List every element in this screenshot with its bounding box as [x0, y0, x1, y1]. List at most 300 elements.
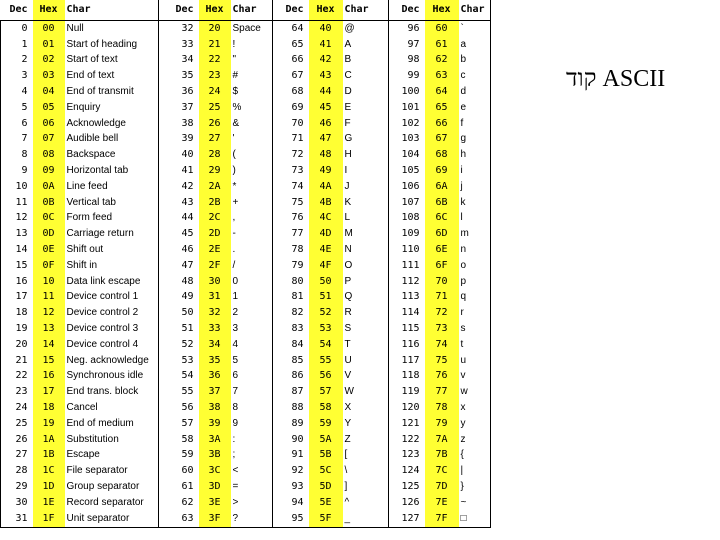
- char-cell: A: [343, 37, 389, 53]
- char-cell: D: [343, 84, 389, 100]
- hex-cell: 32: [199, 305, 231, 321]
- dec-cell: 119: [389, 384, 425, 400]
- char-cell: w: [459, 384, 491, 400]
- hex-cell: 08: [33, 147, 65, 163]
- char-cell: H: [343, 147, 389, 163]
- char-cell: Group separator: [65, 479, 159, 495]
- dec-cell: 91: [273, 448, 309, 464]
- table-row: [1, 53, 491, 69]
- dec-cell: 120: [389, 400, 425, 416]
- dec-cell: 80: [273, 274, 309, 290]
- dec-cell: 113: [389, 290, 425, 306]
- hex-cell: 3C: [199, 463, 231, 479]
- hex-cell: 40: [309, 21, 343, 37]
- hex-cell: 4F: [309, 258, 343, 274]
- dec-cell: 23: [1, 384, 33, 400]
- dec-cell: 24: [1, 400, 33, 416]
- char-cell: &: [231, 116, 273, 132]
- char-cell: }: [459, 479, 491, 495]
- hex-cell: 59: [309, 416, 343, 432]
- hex-cell: 41: [309, 37, 343, 53]
- hex-cell: 7A: [425, 432, 459, 448]
- hex-cell: 33: [199, 321, 231, 337]
- dec-cell: 35: [159, 68, 199, 84]
- char-cell: 4: [231, 337, 273, 353]
- char-cell: t: [459, 337, 491, 353]
- char-cell: f: [459, 116, 491, 132]
- hex-cell: 70: [425, 274, 459, 290]
- dec-cell: 25: [1, 416, 33, 432]
- char-cell: {: [459, 448, 491, 464]
- char-cell: C: [343, 68, 389, 84]
- char-cell: Device control 1: [65, 290, 159, 306]
- char-cell: Vertical tab: [65, 195, 159, 211]
- char-cell: File separator: [65, 463, 159, 479]
- table-row: [1, 84, 491, 100]
- table-header-row: [1, 0, 491, 21]
- hex-cell: 31: [199, 290, 231, 306]
- hex-cell: 30: [199, 274, 231, 290]
- dec-cell: 104: [389, 147, 425, 163]
- table-body: [1, 21, 491, 528]
- char-cell: d: [459, 84, 491, 100]
- hex-cell: 64: [425, 84, 459, 100]
- dec-cell: 81: [273, 290, 309, 306]
- hex-cell: 35: [199, 353, 231, 369]
- hex-cell: 7F: [425, 511, 459, 527]
- hex-cell: 51: [309, 290, 343, 306]
- char-cell: Device control 2: [65, 305, 159, 321]
- dec-cell: 52: [159, 337, 199, 353]
- char-cell: I: [343, 163, 389, 179]
- hex-cell: 48: [309, 147, 343, 163]
- char-cell: End of transmit: [65, 84, 159, 100]
- dec-cell: 103: [389, 132, 425, 148]
- dec-cell: 34: [159, 53, 199, 69]
- dec-cell: 125: [389, 479, 425, 495]
- header-dec: Dec: [159, 0, 199, 21]
- hex-cell: 0A: [33, 179, 65, 195]
- table-row: [1, 68, 491, 84]
- table-row: [1, 463, 491, 479]
- dec-cell: 49: [159, 290, 199, 306]
- char-cell: n: [459, 242, 491, 258]
- header-hex: Hex: [199, 0, 231, 21]
- dec-cell: 106: [389, 179, 425, 195]
- dec-cell: 6: [1, 116, 33, 132]
- char-cell: Shift in: [65, 258, 159, 274]
- hex-cell: 16: [33, 369, 65, 385]
- table-row: [1, 479, 491, 495]
- char-cell: M: [343, 226, 389, 242]
- dec-cell: 70: [273, 116, 309, 132]
- char-cell: Null: [65, 21, 159, 37]
- dec-cell: 84: [273, 337, 309, 353]
- char-cell: 8: [231, 400, 273, 416]
- char-cell: <: [231, 463, 273, 479]
- hex-cell: 20: [199, 21, 231, 37]
- dec-cell: 29: [1, 479, 33, 495]
- hex-cell: 25: [199, 100, 231, 116]
- hex-cell: 65: [425, 100, 459, 116]
- dec-cell: 115: [389, 321, 425, 337]
- dec-cell: 54: [159, 369, 199, 385]
- hex-cell: 2E: [199, 242, 231, 258]
- char-cell: h: [459, 147, 491, 163]
- dec-cell: 30: [1, 495, 33, 511]
- hex-cell: 6C: [425, 211, 459, 227]
- char-cell: Device control 4: [65, 337, 159, 353]
- char-cell: ]: [343, 479, 389, 495]
- dec-cell: 72: [273, 147, 309, 163]
- hex-cell: 1A: [33, 432, 65, 448]
- dec-cell: 15: [1, 258, 33, 274]
- dec-cell: 21: [1, 353, 33, 369]
- table-row: [1, 369, 491, 385]
- table-row: [1, 179, 491, 195]
- dec-cell: 118: [389, 369, 425, 385]
- hex-cell: 4A: [309, 179, 343, 195]
- hex-cell: 1D: [33, 479, 65, 495]
- dec-cell: 16: [1, 274, 33, 290]
- char-cell: /: [231, 258, 273, 274]
- header-char: Char: [459, 0, 491, 21]
- char-cell: +: [231, 195, 273, 211]
- char-cell: End trans. block: [65, 384, 159, 400]
- char-cell: Data link escape: [65, 274, 159, 290]
- dec-cell: 100: [389, 84, 425, 100]
- table-row: [1, 163, 491, 179]
- dec-cell: 109: [389, 226, 425, 242]
- dec-cell: 7: [1, 132, 33, 148]
- dec-cell: 33: [159, 37, 199, 53]
- char-cell: $: [231, 84, 273, 100]
- dec-cell: 28: [1, 463, 33, 479]
- hex-cell: 5D: [309, 479, 343, 495]
- hex-cell: 05: [33, 100, 65, 116]
- hex-cell: 29: [199, 163, 231, 179]
- hex-cell: 17: [33, 384, 65, 400]
- char-cell: 1: [231, 290, 273, 306]
- char-cell: Synchronous idle: [65, 369, 159, 385]
- dec-cell: 71: [273, 132, 309, 148]
- hex-cell: 45: [309, 100, 343, 116]
- dec-cell: 92: [273, 463, 309, 479]
- char-cell: ": [231, 53, 273, 69]
- dec-cell: 122: [389, 432, 425, 448]
- hex-cell: 37: [199, 384, 231, 400]
- char-cell: ): [231, 163, 273, 179]
- char-cell: ~: [459, 495, 491, 511]
- char-cell: 7: [231, 384, 273, 400]
- hex-cell: 1F: [33, 511, 65, 527]
- hex-cell: 2C: [199, 211, 231, 227]
- dec-cell: 27: [1, 448, 33, 464]
- hex-cell: 46: [309, 116, 343, 132]
- char-cell: v: [459, 369, 491, 385]
- dec-cell: 112: [389, 274, 425, 290]
- hex-cell: 10: [33, 274, 65, 290]
- hex-cell: 3D: [199, 479, 231, 495]
- hex-cell: 6B: [425, 195, 459, 211]
- hex-cell: 34: [199, 337, 231, 353]
- char-cell: U: [343, 353, 389, 369]
- dec-cell: 4: [1, 84, 33, 100]
- char-cell: [: [343, 448, 389, 464]
- char-cell: `: [459, 21, 491, 37]
- char-cell: V: [343, 369, 389, 385]
- hex-cell: 7E: [425, 495, 459, 511]
- char-cell: c: [459, 68, 491, 84]
- char-cell: @: [343, 21, 389, 37]
- dec-cell: 58: [159, 432, 199, 448]
- char-cell: Escape: [65, 448, 159, 464]
- table-row: [1, 274, 491, 290]
- char-cell: Q: [343, 290, 389, 306]
- hex-cell: 26: [199, 116, 231, 132]
- dec-cell: 66: [273, 53, 309, 69]
- hex-cell: 1E: [33, 495, 65, 511]
- hex-cell: 77: [425, 384, 459, 400]
- header-char: Char: [231, 0, 273, 21]
- hex-cell: 39: [199, 416, 231, 432]
- table-row: [1, 337, 491, 353]
- header-hex: Hex: [425, 0, 459, 21]
- table-row: [1, 400, 491, 416]
- table-row: [1, 258, 491, 274]
- hex-cell: 3E: [199, 495, 231, 511]
- char-cell: -: [231, 226, 273, 242]
- hex-cell: 1C: [33, 463, 65, 479]
- hex-cell: 12: [33, 305, 65, 321]
- table-row: [1, 100, 491, 116]
- dec-cell: 41: [159, 163, 199, 179]
- dec-cell: 97: [389, 37, 425, 53]
- char-cell: Form feed: [65, 211, 159, 227]
- table-row: [1, 211, 491, 227]
- char-cell: %: [231, 100, 273, 116]
- char-cell: L: [343, 211, 389, 227]
- hex-cell: 60: [425, 21, 459, 37]
- char-cell: □: [459, 511, 491, 527]
- char-cell: Backspace: [65, 147, 159, 163]
- hex-cell: 5F: [309, 511, 343, 527]
- dec-cell: 40: [159, 147, 199, 163]
- hex-cell: 19: [33, 416, 65, 432]
- dec-cell: 48: [159, 274, 199, 290]
- char-cell: Line feed: [65, 179, 159, 195]
- dec-cell: 101: [389, 100, 425, 116]
- hex-cell: 62: [425, 53, 459, 69]
- char-cell: O: [343, 258, 389, 274]
- hex-cell: 74: [425, 337, 459, 353]
- table-row: [1, 226, 491, 242]
- header-hex: Hex: [309, 0, 343, 21]
- dec-cell: 79: [273, 258, 309, 274]
- dec-cell: 121: [389, 416, 425, 432]
- hex-cell: 23: [199, 68, 231, 84]
- hex-cell: 4B: [309, 195, 343, 211]
- char-cell: Acknowledge: [65, 116, 159, 132]
- char-cell: z: [459, 432, 491, 448]
- char-cell: j: [459, 179, 491, 195]
- header-char: Char: [65, 0, 159, 21]
- dec-cell: 8: [1, 147, 33, 163]
- char-cell: Shift out: [65, 242, 159, 258]
- dec-cell: 57: [159, 416, 199, 432]
- char-cell: Space: [231, 21, 273, 37]
- hex-cell: 7B: [425, 448, 459, 464]
- dec-cell: 51: [159, 321, 199, 337]
- hex-cell: 0F: [33, 258, 65, 274]
- dec-cell: 0: [1, 21, 33, 37]
- dec-cell: 56: [159, 400, 199, 416]
- hex-cell: 56: [309, 369, 343, 385]
- dec-cell: 116: [389, 337, 425, 353]
- dec-cell: 127: [389, 511, 425, 527]
- dec-cell: 31: [1, 511, 33, 527]
- char-cell: Unit separator: [65, 511, 159, 527]
- char-cell: Enquiry: [65, 100, 159, 116]
- char-cell: 6: [231, 369, 273, 385]
- hex-cell: 21: [199, 37, 231, 53]
- hex-cell: 58: [309, 400, 343, 416]
- char-cell: End of medium: [65, 416, 159, 432]
- hex-cell: 47: [309, 132, 343, 148]
- char-cell: ?: [231, 511, 273, 527]
- dec-cell: 37: [159, 100, 199, 116]
- dec-cell: 126: [389, 495, 425, 511]
- hex-cell: 75: [425, 353, 459, 369]
- char-cell: m: [459, 226, 491, 242]
- hex-cell: 11: [33, 290, 65, 306]
- char-cell: ;: [231, 448, 273, 464]
- table-row: [1, 353, 491, 369]
- table-row: [1, 147, 491, 163]
- dec-cell: 50: [159, 305, 199, 321]
- hex-cell: 4D: [309, 226, 343, 242]
- hex-cell: 5A: [309, 432, 343, 448]
- dec-cell: 96: [389, 21, 425, 37]
- table-row: [1, 37, 491, 53]
- dec-cell: 83: [273, 321, 309, 337]
- table-row: [1, 384, 491, 400]
- dec-cell: 86: [273, 369, 309, 385]
- dec-cell: 65: [273, 37, 309, 53]
- hex-cell: 0C: [33, 211, 65, 227]
- hex-cell: 01: [33, 37, 65, 53]
- char-cell: a: [459, 37, 491, 53]
- char-cell: ': [231, 132, 273, 148]
- char-cell: F: [343, 116, 389, 132]
- dec-cell: 93: [273, 479, 309, 495]
- char-cell: =: [231, 479, 273, 495]
- dec-cell: 63: [159, 511, 199, 527]
- hex-cell: 2F: [199, 258, 231, 274]
- table-row: [1, 242, 491, 258]
- char-cell: T: [343, 337, 389, 353]
- hex-cell: 6F: [425, 258, 459, 274]
- dec-cell: 69: [273, 100, 309, 116]
- hex-cell: 63: [425, 68, 459, 84]
- dec-cell: 5: [1, 100, 33, 116]
- hex-cell: 28: [199, 147, 231, 163]
- hex-cell: 5E: [309, 495, 343, 511]
- dec-cell: 61: [159, 479, 199, 495]
- hex-cell: 36: [199, 369, 231, 385]
- dec-cell: 10: [1, 179, 33, 195]
- table-row: [1, 448, 491, 464]
- hex-cell: 5B: [309, 448, 343, 464]
- hex-cell: 3A: [199, 432, 231, 448]
- char-cell: p: [459, 274, 491, 290]
- table-row: [1, 511, 491, 527]
- char-cell: G: [343, 132, 389, 148]
- char-cell: y: [459, 416, 491, 432]
- dec-cell: 55: [159, 384, 199, 400]
- char-cell: *: [231, 179, 273, 195]
- hex-cell: 14: [33, 337, 65, 353]
- dec-cell: 22: [1, 369, 33, 385]
- dec-cell: 123: [389, 448, 425, 464]
- dec-cell: 89: [273, 416, 309, 432]
- table-row: [1, 132, 491, 148]
- table-row: [1, 195, 491, 211]
- hex-cell: 79: [425, 416, 459, 432]
- char-cell: J: [343, 179, 389, 195]
- dec-cell: 98: [389, 53, 425, 69]
- hex-cell: 73: [425, 321, 459, 337]
- dec-cell: 1: [1, 37, 33, 53]
- char-cell: #: [231, 68, 273, 84]
- hex-cell: 50: [309, 274, 343, 290]
- dec-cell: 87: [273, 384, 309, 400]
- hex-cell: 4E: [309, 242, 343, 258]
- header-char: Char: [343, 0, 389, 21]
- char-cell: o: [459, 258, 491, 274]
- dec-cell: 82: [273, 305, 309, 321]
- char-cell: E: [343, 100, 389, 116]
- hex-cell: 61: [425, 37, 459, 53]
- dec-cell: 102: [389, 116, 425, 132]
- dec-cell: 19: [1, 321, 33, 337]
- hex-cell: 0D: [33, 226, 65, 242]
- hex-cell: 03: [33, 68, 65, 84]
- hex-cell: 7C: [425, 463, 459, 479]
- hex-cell: 57: [309, 384, 343, 400]
- dec-cell: 53: [159, 353, 199, 369]
- char-cell: q: [459, 290, 491, 306]
- table-row: [1, 290, 491, 306]
- hex-cell: 2B: [199, 195, 231, 211]
- dec-cell: 60: [159, 463, 199, 479]
- char-cell: ,: [231, 211, 273, 227]
- hex-cell: 6A: [425, 179, 459, 195]
- char-cell: End of text: [65, 68, 159, 84]
- char-cell: 3: [231, 321, 273, 337]
- hex-cell: 00: [33, 21, 65, 37]
- char-cell: K: [343, 195, 389, 211]
- char-cell: Record separator: [65, 495, 159, 511]
- hex-cell: 54: [309, 337, 343, 353]
- dec-cell: 2: [1, 53, 33, 69]
- char-cell: g: [459, 132, 491, 148]
- char-cell: !: [231, 37, 273, 53]
- hex-cell: 6D: [425, 226, 459, 242]
- dec-cell: 36: [159, 84, 199, 100]
- char-cell: k: [459, 195, 491, 211]
- hex-cell: 43: [309, 68, 343, 84]
